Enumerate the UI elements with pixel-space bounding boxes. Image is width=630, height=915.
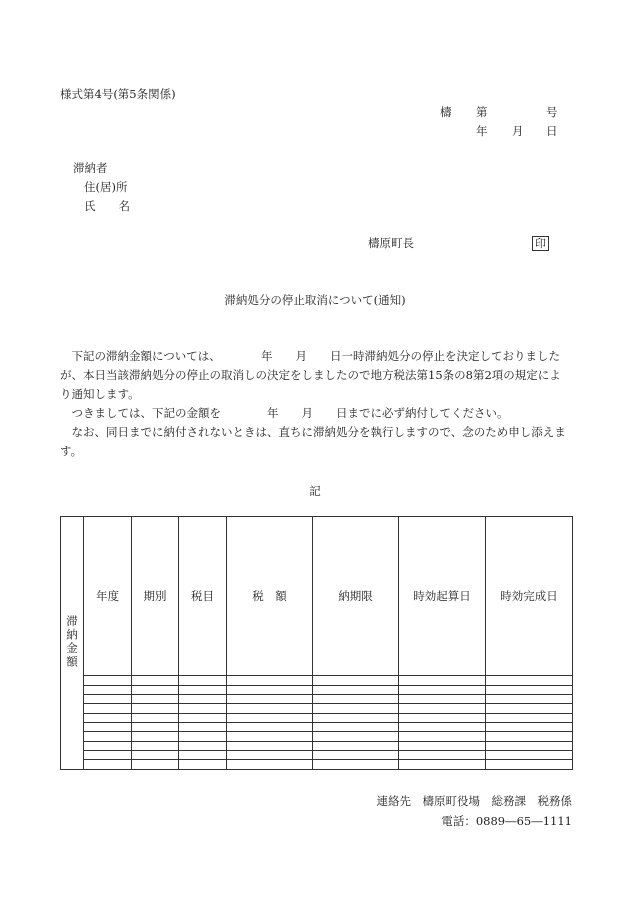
table-cell <box>132 685 179 694</box>
date-year: 年 <box>476 124 488 138</box>
table-cell <box>313 713 399 722</box>
table-cell <box>227 741 313 750</box>
table-cell <box>399 713 486 722</box>
table-cell <box>179 694 227 703</box>
contact-phone: 電話：0889―65―1111 <box>441 814 572 828</box>
table-cell <box>227 722 313 731</box>
table-cell <box>227 750 313 759</box>
table-cell <box>399 722 486 731</box>
table-cell <box>132 750 179 759</box>
header-period: 期別 <box>132 517 179 676</box>
table-cell <box>132 704 179 713</box>
table-cell <box>179 713 227 722</box>
table-cell <box>132 722 179 731</box>
table-cell <box>399 694 486 703</box>
recipient-address: 住(居)所 <box>84 180 128 194</box>
table-cell <box>132 676 179 685</box>
table-cell <box>486 760 573 770</box>
table-row <box>61 732 573 741</box>
header-tax-item: 税目 <box>179 517 227 676</box>
header-due-date: 納期限 <box>313 517 399 676</box>
doc-number-go: 号 <box>546 105 558 119</box>
table-cell <box>486 732 573 741</box>
table-cell <box>227 694 313 703</box>
table-cell <box>132 741 179 750</box>
table-cell <box>486 685 573 694</box>
date-month: 月 <box>512 124 524 138</box>
table-cell <box>313 760 399 770</box>
body-paragraph-1: 下記の滞納金額については、 年 月 日一時滞納処分の停止を決定しておりましたが、本日当該滞納処分の停止の取消しの決定をしましたので地方税法第15条の8第2項の規定により通知します。 <box>60 349 561 401</box>
table-cell <box>227 713 313 722</box>
table-cell <box>486 741 573 750</box>
table-cell <box>84 685 132 694</box>
table-cell <box>486 676 573 685</box>
recipient-label: 滞納者 <box>73 161 108 175</box>
side-label: 滞納金額 <box>65 614 79 669</box>
table-cell <box>84 750 132 759</box>
header-tax-amount: 税 額 <box>227 517 313 676</box>
body-paragraph-3: なお、同日までに納付されないときは、直ちに滞納処分を執行しますので、念のため申し添えます。 <box>60 425 566 458</box>
table-cell <box>399 750 486 759</box>
table-cell <box>313 694 399 703</box>
table-cell <box>179 760 227 770</box>
table-cell <box>313 732 399 741</box>
table-cell <box>84 732 132 741</box>
table-cell <box>399 676 486 685</box>
table-cell <box>313 704 399 713</box>
table-cell <box>132 713 179 722</box>
header-limitation-end: 時効完成日 <box>486 517 573 676</box>
table-cell <box>132 732 179 741</box>
table-cell <box>84 713 132 722</box>
table-cell <box>313 750 399 759</box>
table-cell <box>84 676 132 685</box>
doc-number-prefix: 檮 <box>440 105 452 119</box>
header-limitation-start: 時効起算日 <box>399 517 486 676</box>
table-cell <box>399 741 486 750</box>
table-row <box>61 694 573 703</box>
table-cell <box>313 676 399 685</box>
table-cell <box>486 694 573 703</box>
table-cell <box>313 685 399 694</box>
form-label: 様式第4号(第5条関係) <box>60 87 176 101</box>
table-cell <box>399 685 486 694</box>
table-row <box>61 713 573 722</box>
table-cell <box>84 760 132 770</box>
body-paragraph-2: つきましては、下記の金額を 年 月 日までに必ず納付してください。 <box>60 406 509 420</box>
table-cell <box>132 760 179 770</box>
table-row <box>61 722 573 731</box>
date-day: 日 <box>546 124 558 138</box>
seal-label: 印 <box>532 236 549 251</box>
table-row <box>61 676 573 685</box>
seal-mark <box>532 235 549 251</box>
ki-heading: 記 <box>309 484 321 498</box>
table-cell <box>486 722 573 731</box>
document-title: 滞納処分の停止取消について(通知) <box>224 293 406 307</box>
table-cell <box>84 694 132 703</box>
table-row <box>61 750 573 759</box>
table-cell <box>399 760 486 770</box>
table-cell <box>84 741 132 750</box>
table-row <box>61 704 573 713</box>
header-fiscal-year: 年度 <box>84 517 132 676</box>
table-cell <box>179 722 227 731</box>
table-row <box>61 741 573 750</box>
table-cell <box>132 694 179 703</box>
table-cell <box>313 741 399 750</box>
table-cell <box>179 741 227 750</box>
table-row <box>61 760 573 770</box>
side-label-cell <box>61 517 84 770</box>
table-cell <box>227 685 313 694</box>
table-cell <box>227 704 313 713</box>
table-cell <box>486 750 573 759</box>
table-cell <box>399 704 486 713</box>
table-header-row <box>61 517 573 676</box>
table-cell <box>313 722 399 731</box>
table-cell <box>179 750 227 759</box>
table-cell <box>179 676 227 685</box>
contact-line-1: 連絡先 檮原町役場 総務課 税務係 <box>376 794 572 808</box>
table-row <box>61 685 573 694</box>
arrears-table <box>60 516 573 770</box>
table-cell <box>179 732 227 741</box>
recipient-name: 氏 名 <box>84 199 130 213</box>
table-cell <box>179 704 227 713</box>
table-cell <box>227 676 313 685</box>
doc-number-dai: 第 <box>476 105 488 119</box>
table-cell <box>84 704 132 713</box>
table-cell <box>227 732 313 741</box>
table-cell <box>486 713 573 722</box>
table-cell <box>179 685 227 694</box>
table-cell <box>399 732 486 741</box>
issuer-title: 檮原町長 <box>368 236 414 250</box>
table-cell <box>486 704 573 713</box>
table-cell <box>227 760 313 770</box>
table-cell <box>84 722 132 731</box>
